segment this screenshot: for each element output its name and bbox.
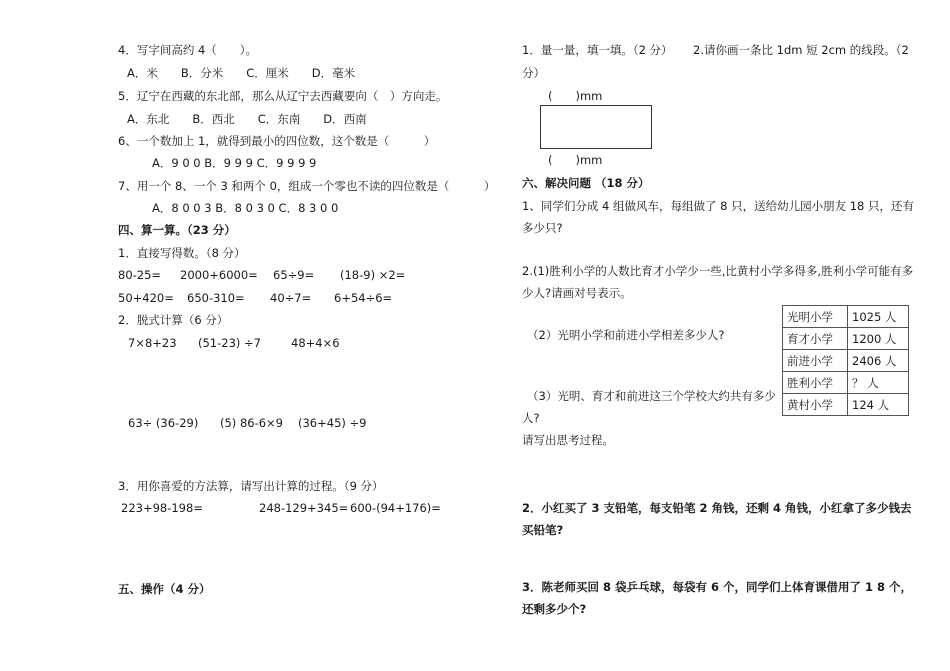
school-name: 黄村小学 (783, 394, 848, 416)
school-count: 124 人 (848, 394, 909, 416)
question-4: 4．写字间高约 4（ ）。 (118, 43, 258, 57)
table-row (783, 372, 909, 394)
calc-item: 6+54÷6= (334, 291, 393, 305)
operation-1: 1．量一量，填一填。（2 分） (522, 43, 673, 57)
question-6: 6、一个数加上 1，就得到最小的四位数，这个数是（ ） (118, 134, 436, 148)
section-6-title: 六、解决问题 （18 分） (522, 176, 650, 190)
school-count: 1025 人 (848, 306, 909, 328)
school-name: 育才小学 (783, 328, 848, 350)
expression-item: (36+45) ÷9 (298, 416, 367, 430)
school-count: 2406 人 (848, 350, 909, 372)
calc-item: 50+420= (118, 291, 174, 305)
question-7-options: A．8 0 0 3 B．8 0 3 0 C．8 3 0 0 (152, 201, 339, 215)
school-population-table (782, 305, 909, 416)
problem-b2-cont: 买铅笔? (522, 523, 564, 537)
expression-item: 63÷ (36-29) (128, 416, 199, 430)
problem-2-1: 2.(1)胜利小学的人数比育才小学少一些,比黄村小学多得多,胜利小学可能有多 (522, 264, 914, 278)
question-5-options: A．东北 B．西北 C．东南 D．西南 (127, 112, 367, 126)
measure-top-blank: ( )mm (548, 89, 603, 103)
expression-item: (51-23) ÷7 (198, 336, 261, 350)
problem-2-3: （3）光明、育才和前进这三个学校大约共有多少 (527, 389, 776, 403)
expression-item: 48+4×6 (291, 336, 340, 350)
expression-item: (5) 86-6×9 (220, 416, 283, 430)
table-row (783, 394, 909, 416)
calc-item: 80-25= (118, 268, 162, 282)
section-4-part-3: 3．用你喜爱的方法算，请写出计算的过程。（9 分） (118, 479, 384, 493)
table-row (783, 328, 909, 350)
table-row (783, 350, 909, 372)
measure-rectangle (540, 105, 652, 149)
problem-2-2: （2）光明小学和前进小学相差多少人? (527, 328, 725, 342)
calc-item: 2000+6000= (180, 268, 258, 282)
table-row (783, 306, 909, 328)
measure-side-blank: ( )mm (548, 153, 603, 167)
section-5-title: 五、操作（4 分） (118, 582, 211, 596)
section-4-part-2: 2．脱式计算（6 分） (118, 313, 229, 327)
problem-2-note: 请写出思考过程。 (522, 433, 614, 447)
question-6-options: A．9 0 0 B．9 9 9 C．9 9 9 9 (152, 156, 317, 170)
problem-2-3-cont: 人? (522, 411, 540, 425)
calc-item: 40÷7= (270, 291, 312, 305)
question-4-options: A．米 B．分米 C．厘米 D．毫米 (127, 66, 356, 80)
school-count: 1200 人 (848, 328, 909, 350)
calc-item: 650-310= (187, 291, 245, 305)
question-7: 7、用一个 8、一个 3 和两个 0，组成一个零也不读的四位数是（ ） (118, 179, 496, 193)
school-name: 前进小学 (783, 350, 848, 372)
problem-b3: 3．陈老师买回 8 袋乒乓球，每袋有 6 个，同学们上体育课借用了 1 8 个， (522, 580, 913, 594)
problem-1-cont: 多少只? (522, 221, 563, 235)
method-item: 248-129+345= (259, 501, 349, 515)
problem-2-1-cont: 少人?请画对号表示。 (522, 286, 632, 300)
school-name: 光明小学 (783, 306, 848, 328)
section-4-title: 四、算一算。（23 分） (118, 223, 236, 237)
operation-2-cont: 分） (522, 66, 545, 80)
school-name: 胜利小学 (783, 372, 848, 394)
problem-1: 1、同学们分成 4 组做风车，每组做了 8 只，送给幼儿园小朋友 18 只，还有 (522, 199, 915, 213)
calc-item: 65÷9= (273, 268, 315, 282)
method-item: 600-(94+176)= (350, 501, 441, 515)
problem-b2: 2．小红买了 3 支铅笔，每支铅笔 2 角钱，还剩 4 角钱，小红拿了多少钱去 (522, 501, 912, 515)
expression-item: 7×8+23 (128, 336, 177, 350)
school-count: ？ 人 (848, 372, 909, 394)
section-4-part-1: 1．直接写得数。（8 分） (118, 246, 246, 260)
method-item: 223+98-198= (121, 501, 203, 515)
calc-item: (18-9) ×2= (340, 268, 406, 282)
question-5: 5．辽宁在西藏的东北部，那么从辽宁去西藏要向（ ）方向走。 (118, 89, 448, 103)
operation-2: 2.请你画一条比 1dm 短 2cm 的线段。（2 (693, 43, 909, 57)
problem-b3-cont: 还剩多少个? (522, 602, 587, 616)
